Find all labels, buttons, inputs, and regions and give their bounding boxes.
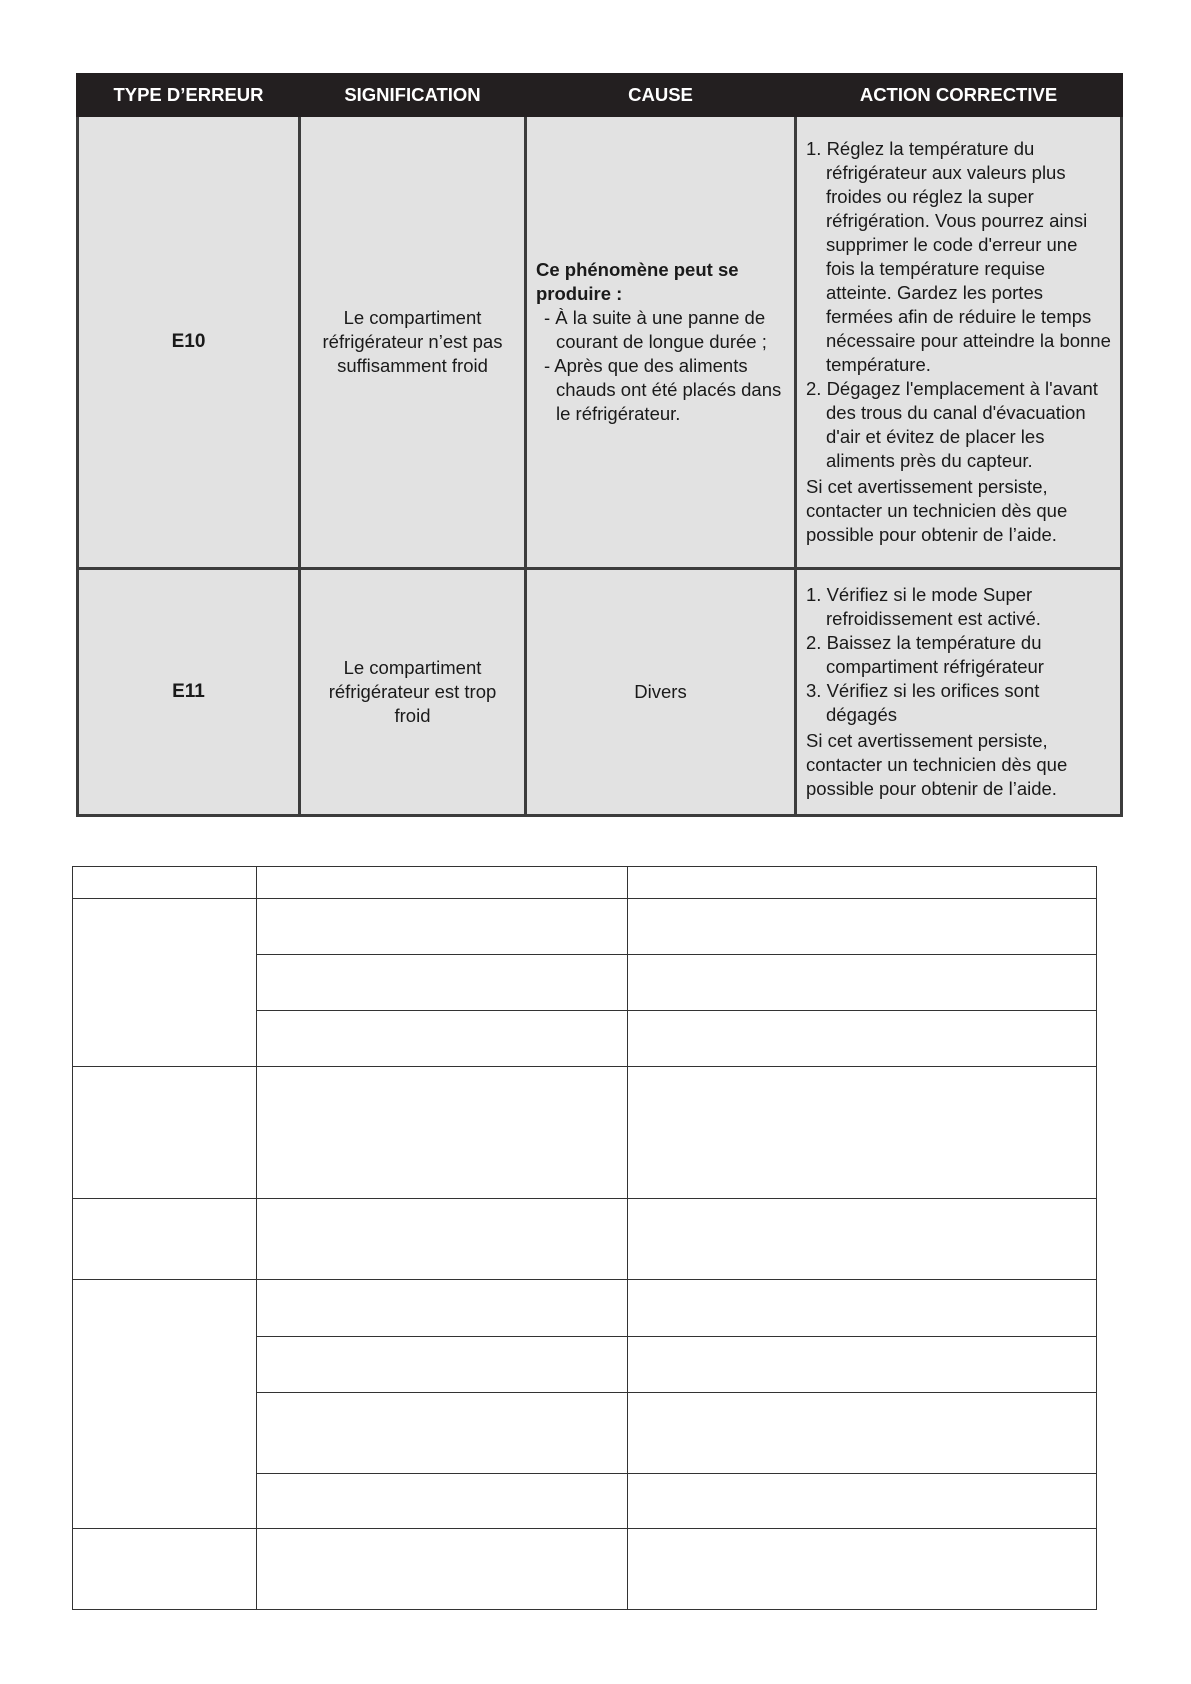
empty-cell <box>73 899 257 1067</box>
empty-cell <box>257 1474 628 1529</box>
empty-cell <box>257 867 628 899</box>
empty-cell <box>628 1199 1097 1280</box>
empty-cell <box>257 1280 628 1337</box>
empty-cell <box>257 1337 628 1393</box>
error-code-table <box>76 73 1123 817</box>
empty-cell <box>257 899 628 955</box>
empty-cell <box>257 1529 628 1610</box>
header-corrective-action: ACTION CORRECTIVE <box>796 75 1122 116</box>
empty-cell <box>628 955 1097 1011</box>
empty-cell <box>628 1529 1097 1610</box>
header-error-type: TYPE D’ERREUR <box>78 75 300 116</box>
empty-cell <box>628 1337 1097 1393</box>
cause-item: - À la suite à une panne de courant de longue durée ; <box>544 307 767 352</box>
corrective-action <box>796 569 1122 816</box>
error-meaning: Le compartiment réfrigérateur est trop froid <box>300 569 526 816</box>
empty-cell <box>628 1393 1097 1474</box>
action-step: 2. Baissez la température du compartiment réfrigérateur <box>806 632 1044 677</box>
error-code: E10 <box>78 116 300 569</box>
empty-cell <box>257 955 628 1011</box>
error-cause <box>526 116 796 569</box>
empty-cell <box>73 1280 257 1529</box>
empty-cell <box>73 867 257 899</box>
corrective-action <box>796 116 1122 569</box>
action-step: 2. Dégagez l'emplacement à l'avant des trous du canal d'évacuation d'air et évitez de placer les aliments près du capteur. <box>806 378 1098 471</box>
empty-cell <box>628 867 1097 899</box>
action-step: 1. Réglez la température du réfrigérateur aux valeurs plus froides ou réglez la super réfrigération. Vous pourrez ainsi supprimer le code d'erreur une fois la température requise atteinte. Gardez les portes fermées afin de réduire le temps nécessaire pour atteindre la bonne température. <box>806 138 1111 375</box>
table-row <box>78 569 1122 816</box>
table-row <box>73 1280 1097 1337</box>
empty-cell <box>257 1067 628 1199</box>
empty-cell <box>73 1067 257 1199</box>
empty-cell <box>257 1011 628 1067</box>
error-code: E11 <box>78 569 300 816</box>
cause-title: Ce phénomène peut se produire : <box>536 259 739 304</box>
table-header-row <box>78 75 1122 116</box>
table-row <box>78 116 1122 569</box>
empty-cell <box>257 1393 628 1474</box>
empty-table-grid <box>72 866 1097 1610</box>
empty-cell <box>628 1474 1097 1529</box>
empty-cell <box>73 1199 257 1280</box>
header-meaning: SIGNIFICATION <box>300 75 526 116</box>
cause-item: - Après que des aliments chauds ont été placés dans le réfrigérateur. <box>544 355 782 424</box>
table-row <box>73 899 1097 955</box>
table-row <box>73 1529 1097 1610</box>
empty-cell <box>628 899 1097 955</box>
error-cause: Divers <box>526 569 796 816</box>
empty-cell <box>628 1280 1097 1337</box>
table-row <box>73 867 1097 899</box>
empty-cell <box>628 1011 1097 1067</box>
action-note: Si cet avertissement persiste, contacter un technicien dès que possible pour obtenir de l’aide. <box>806 476 1068 545</box>
error-meaning: Le compartiment réfrigérateur n’est pas suffisamment froid <box>300 116 526 569</box>
empty-cell <box>73 1529 257 1610</box>
action-step: 1. Vérifiez si le mode Super refroidissement est activé. <box>806 584 1041 629</box>
table-row <box>73 1067 1097 1199</box>
action-step: 3. Vérifiez si les orifices sont dégagés <box>806 680 1040 725</box>
header-cause: CAUSE <box>526 75 796 116</box>
empty-cell <box>257 1199 628 1280</box>
table-row <box>73 1199 1097 1280</box>
action-note: Si cet avertissement persiste, contacter un technicien dès que possible pour obtenir de l’aide. <box>806 730 1068 799</box>
empty-cell <box>628 1067 1097 1199</box>
